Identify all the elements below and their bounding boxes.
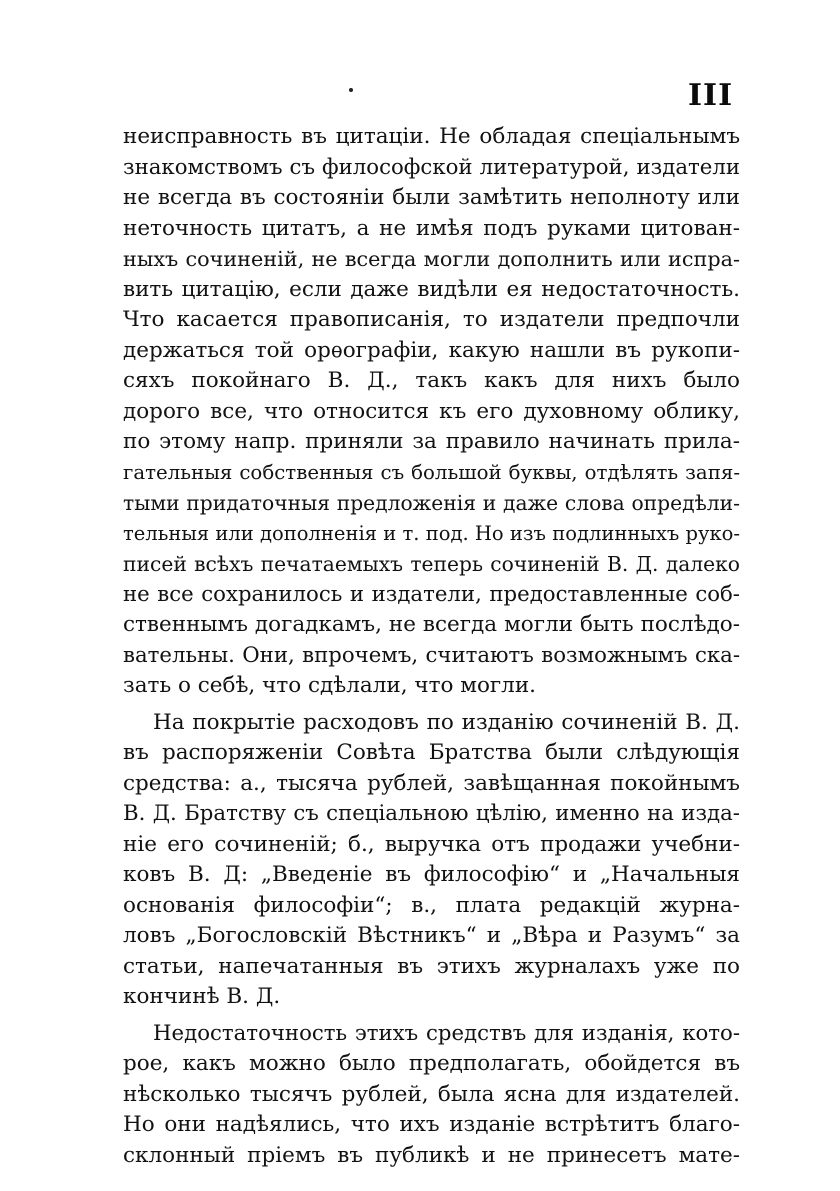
paragraph-1 bbox=[123, 122, 740, 702]
text-line: ковъ В. Д: „Введеніе въ философію“ и „Начальныя bbox=[123, 862, 740, 887]
text-line: средства: а., тысяча рублей, завѣщанная покойнымъ bbox=[123, 770, 740, 796]
text-line: основанія философіи“; в., плата редакцій журна- bbox=[123, 892, 740, 918]
text-line: На покрытіе расходовъ по изданію сочиненій В. Д. bbox=[153, 709, 740, 735]
print-speck bbox=[349, 88, 353, 92]
text-line: дорого все, что относится къ его духовному облику, bbox=[123, 398, 740, 424]
text-line: зать о себѣ, что сдѣлали, что могли. bbox=[123, 673, 537, 698]
text-line: ныхъ сочиненій, не всегда могли дополнить или испра- bbox=[123, 247, 740, 271]
text-line: сяхъ покойнаго В. Д., такъ какъ для нихъ было bbox=[123, 368, 740, 393]
text-line: нѣсколько тысячъ рублей, была ясна для издателей. bbox=[123, 1081, 740, 1107]
text-line: вательны. Они, впрочемъ, считаютъ возможнымъ ска- bbox=[123, 642, 740, 668]
text-line: не всегда въ состояніи были замѣтить неполноту или bbox=[123, 185, 740, 210]
text-line: рое, какъ можно было предполагать, обойдется въ bbox=[123, 1051, 740, 1076]
text-line: Недостаточность этихъ средствъ для изданія, кото- bbox=[153, 1020, 740, 1046]
text-line: въ распоряженіи Совѣта Братства были слѣдующія bbox=[123, 740, 740, 765]
text-line: вить цитацію, если даже видѣли ея недостаточность. bbox=[123, 276, 740, 302]
text-line: ловъ „Богословскій Вѣстникъ“ и „Вѣра и Разумъ“ за bbox=[123, 923, 740, 948]
text-line: держаться той орѳографіи, какую нашли въ рукопи- bbox=[123, 337, 740, 363]
text-line: Но они надѣялись, что ихъ изданіе встрѣтитъ благо- bbox=[123, 1112, 740, 1137]
text-line: неисправность въ цитаціи. Не обладая спеціальнымъ bbox=[123, 124, 740, 149]
text-line: неточность цитатъ, а не имѣя подъ руками цитован- bbox=[123, 215, 740, 241]
text-line: гательныя собственныя съ большой буквы, отдѣлять запя- bbox=[123, 460, 740, 484]
page-number: III bbox=[688, 78, 734, 113]
body-text bbox=[123, 122, 740, 1171]
text-line: ніе его сочиненій; б., выручка отъ продажи учебни- bbox=[123, 831, 740, 857]
text-line: В. Д. Братству съ спеціальною цѣлію, именно на изда- bbox=[123, 801, 740, 826]
text-line: Что касается правописанія, то издатели предпочли bbox=[123, 307, 740, 332]
text-line: тыми придаточныя предложенія и даже слова опредѣли- bbox=[123, 491, 740, 515]
text-line: знакомствомъ съ философской литературой, издатели bbox=[123, 154, 740, 180]
text-line: склонный пріемъ въ публикѣ и не принесетъ мате- bbox=[123, 1142, 740, 1168]
text-line: ственнымъ догадкамъ, не всегда могли быть послѣдо- bbox=[123, 612, 740, 637]
text-line: не все сохранилось и издатели, предоставленные соб- bbox=[123, 581, 740, 607]
text-line: кончинѣ В. Д. bbox=[123, 984, 281, 1009]
paragraph-3 bbox=[123, 1019, 740, 1172]
text-line: тельныя или дополненія и т. под. Но изъ подлинныхъ руко- bbox=[123, 521, 740, 545]
paragraph-2 bbox=[123, 708, 740, 1013]
text-line: статьи, напечатанныя въ этихъ журналахъ уже по bbox=[123, 953, 740, 979]
text-line: писей всѣхъ печатаемыхъ теперь сочиненій В. Д. далеко bbox=[123, 552, 740, 576]
text-line: по этому напр. приняли за правило начинать прила- bbox=[123, 429, 740, 454]
